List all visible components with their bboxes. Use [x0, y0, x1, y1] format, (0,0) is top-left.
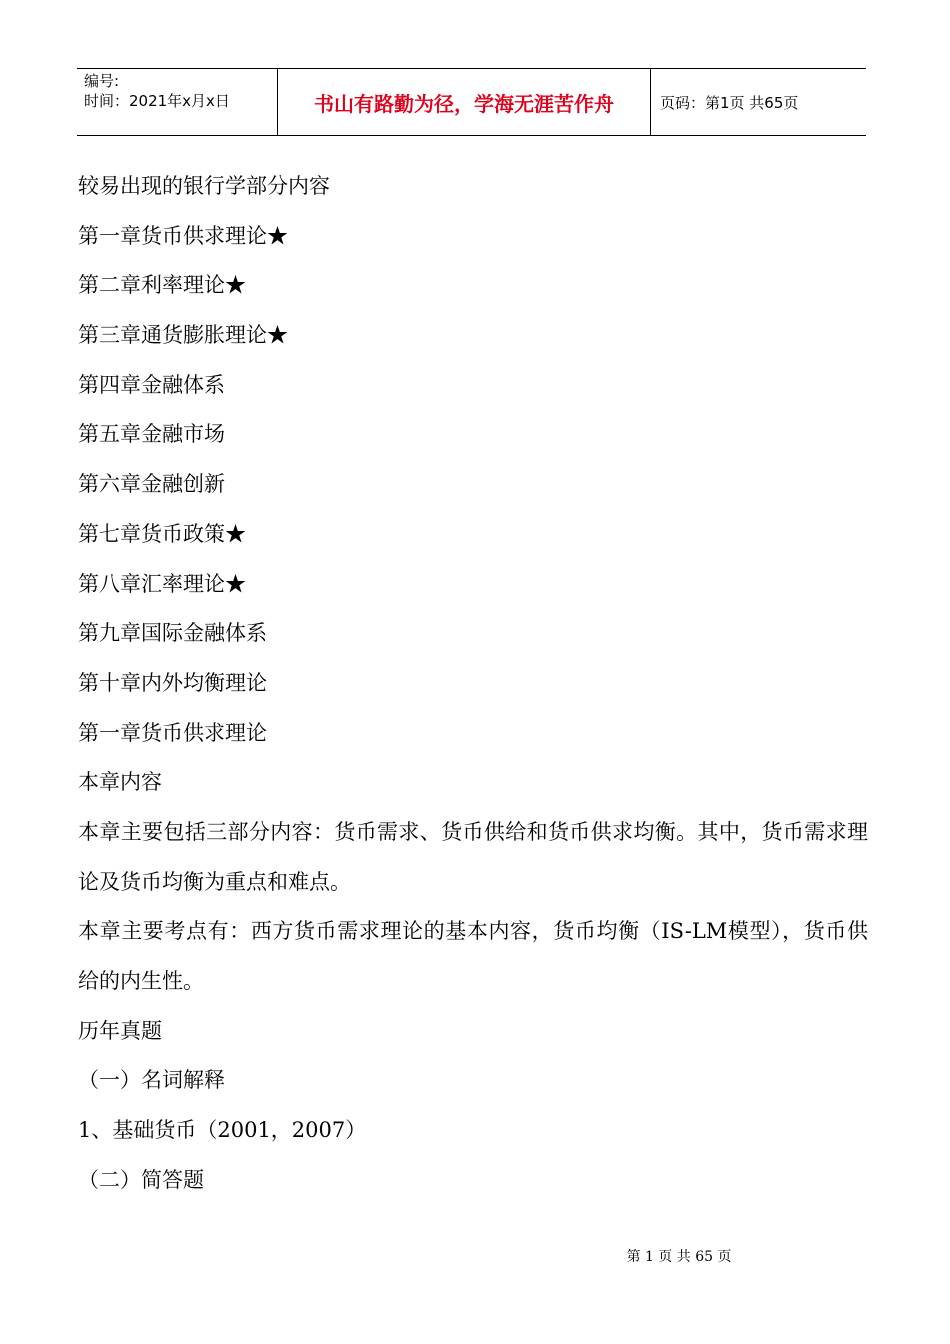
chapter-heading: 第三章通货膨胀理论★ [78, 323, 288, 348]
section-title: 本章内容 [78, 770, 162, 795]
chapter-heading: 第九章国际金融体系 [78, 621, 267, 646]
paragraph: 本章主要考点有：西方货币需求理论的基本内容，货币均衡（IS-LM模型），货币供给的内生性。 [78, 919, 868, 994]
section-title: 历年真题 [78, 1018, 162, 1043]
header-motto: 书山有路勤为径，学海无涯苦作舟 [278, 69, 651, 135]
chapter-title: 第一章货币供求理论 [78, 720, 267, 745]
chapter-heading: 第四章金融体系 [78, 372, 225, 397]
chapter-heading: 第十章内外均衡理论 [78, 670, 267, 695]
document-header [77, 68, 866, 136]
paragraph: 本章主要包括三部分内容：货币需求、货币供给和货币供求均衡。其中，货币需求理论及货币均衡为重点和难点。 [78, 819, 868, 894]
chapter-heading: 第五章金融市场 [78, 422, 225, 447]
subsection-title: （一）名词解释 [78, 1068, 225, 1093]
body-line: 较易出现的银行学部分内容 [78, 174, 330, 198]
footer-page-number: 第 1 页 共 65 页 [626, 1249, 732, 1265]
time-label: 时间：2021年x月x日 [84, 92, 230, 110]
page-footer [0, 1246, 950, 1266]
chapter-heading: 第六章金融创新 [78, 472, 225, 497]
chapter-heading: 第八章汇率理论★ [78, 571, 246, 596]
document-body [78, 162, 868, 1206]
chapter-heading: 第一章货币供求理论★ [78, 223, 288, 248]
number-label: 编号: [84, 72, 120, 90]
header-page-info: 页码：第1页 共65页 [660, 93, 799, 112]
header-meta [77, 69, 278, 135]
chapter-heading: 第二章利率理论★ [78, 273, 246, 298]
subsection-title: （二）简答题 [78, 1167, 204, 1192]
chapter-heading: 第七章货币政策★ [78, 521, 246, 546]
question-item: 1、基础货币（2001，2007） [78, 1118, 367, 1143]
